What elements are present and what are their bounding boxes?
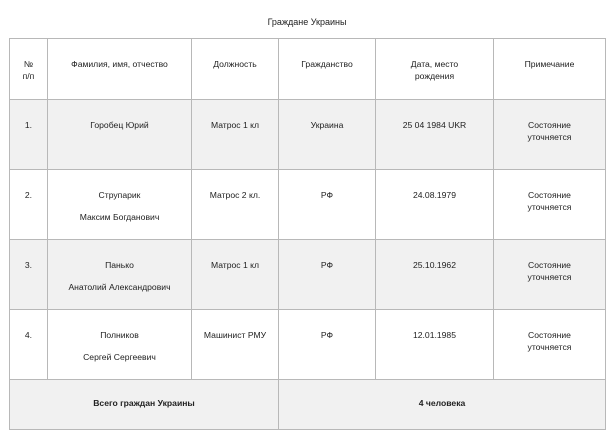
table-header-row xyxy=(10,39,606,100)
row-full-name xyxy=(48,240,192,310)
column-header-citizenship: Гражданство xyxy=(279,39,376,100)
table-row xyxy=(10,240,606,310)
citizens-table xyxy=(9,38,606,430)
row-birth: 25.10.1962 xyxy=(376,240,494,310)
row-position: Матрос 1 кл xyxy=(192,240,279,310)
row-given-names: Максим Богданович xyxy=(79,212,160,222)
column-header-birth: Дата, место рождения xyxy=(376,39,494,100)
table-total-row xyxy=(10,380,606,430)
table-row xyxy=(10,310,606,380)
document-title: Граждане Украины xyxy=(267,17,347,27)
column-header-full-name: Фамилия, имя, отчество xyxy=(48,39,192,100)
row-position: Машинист РМУ xyxy=(192,310,279,380)
row-note: Состояние уточняется xyxy=(494,170,606,240)
row-position: Матрос 2 кл. xyxy=(192,170,279,240)
row-note: Состояние уточняется xyxy=(494,240,606,310)
row-citizenship: РФ xyxy=(279,240,376,310)
row-surname: Струпарик xyxy=(98,190,141,200)
total-value: 4 человека xyxy=(279,380,606,430)
table-row xyxy=(10,100,606,170)
total-label: Всего граждан Украины xyxy=(10,380,279,430)
row-note: Состояние уточняется xyxy=(494,310,606,380)
row-citizenship: РФ xyxy=(279,170,376,240)
row-full-name xyxy=(48,310,192,380)
row-number: 3. xyxy=(10,240,48,310)
row-surname: Полников xyxy=(100,330,139,340)
row-note: Состояние уточняется xyxy=(494,100,606,170)
row-number: 2. xyxy=(10,170,48,240)
row-birth: 25 04 1984 UKR xyxy=(376,100,494,170)
column-header-number: № п/п xyxy=(10,39,48,100)
column-header-position: Должность xyxy=(192,39,279,100)
table-row xyxy=(10,170,606,240)
row-birth: 12.01.1985 xyxy=(376,310,494,380)
row-position: Матрос 1 кл xyxy=(192,100,279,170)
row-number: 4. xyxy=(10,310,48,380)
row-full-name xyxy=(48,170,192,240)
row-birth: 24.08.1979 xyxy=(376,170,494,240)
row-citizenship: РФ xyxy=(279,310,376,380)
column-header-note: Примечание xyxy=(494,39,606,100)
row-full-name xyxy=(48,100,192,170)
row-surname: Панько xyxy=(105,260,134,270)
row-citizenship: Украина xyxy=(279,100,376,170)
row-number: 1. xyxy=(10,100,48,170)
row-given-names: Анатолий Александрович xyxy=(68,282,171,292)
row-surname: Горобец Юрий xyxy=(90,120,149,130)
row-given-names: Сергей Сергеевич xyxy=(83,352,156,362)
